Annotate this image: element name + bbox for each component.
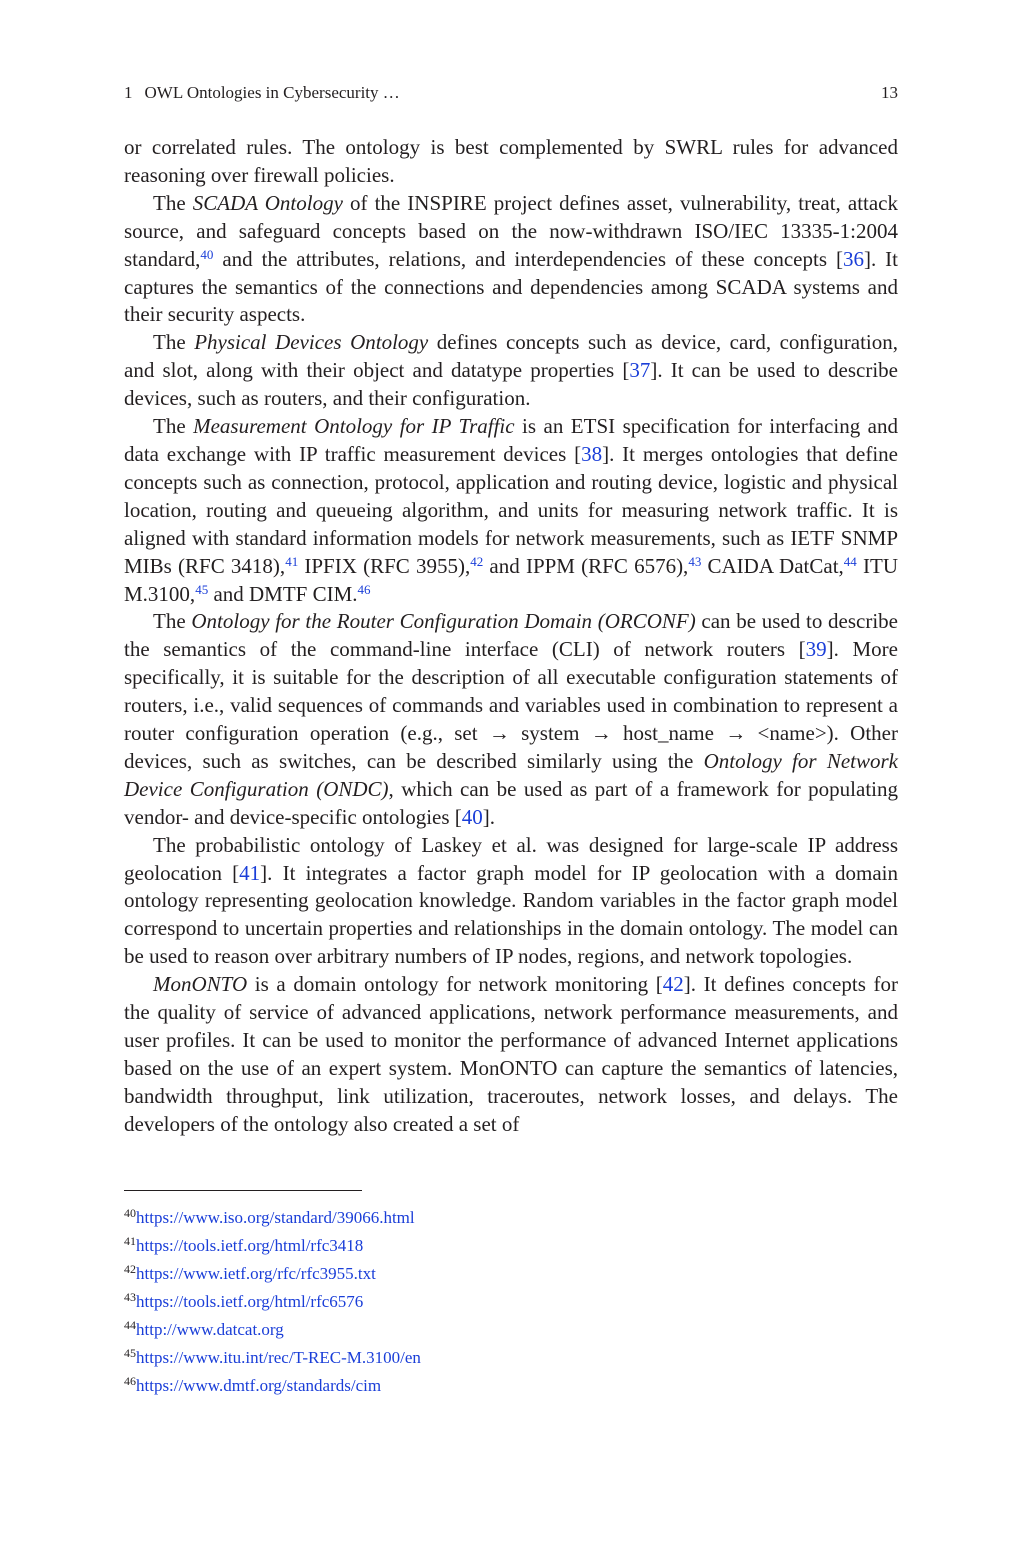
body-text [124,134,898,1139]
footnote [124,1288,898,1316]
italic-term: MonONTO [153,972,248,997]
footnote-divider [124,1190,362,1191]
chapter-number: 1 [124,83,133,102]
citation-link[interactable]: 37 [629,358,651,383]
footnote-ref[interactable]: 44 [843,553,857,569]
text-run: IPFIX (RFC 3955), [298,553,471,578]
footnote-url-link[interactable]: https://www.ietf.org/rfc/rfc3955.txt [136,1264,376,1283]
footnote [124,1260,898,1288]
citation-link[interactable]: 39 [805,637,827,662]
footnote [124,1204,898,1232]
page-number: 13 [881,83,898,102]
footnote [124,1344,898,1372]
paragraph [124,134,898,190]
footnote-number: 46 [124,1374,136,1388]
text-run: of the INSPIRE project defines asset, vulnerability, treat, attack source, and safeguard concepts based on the now-withdrawn ISO/IEC 13335-1:2004 standard, [124,190,898,271]
text-run: ]. [482,804,496,829]
text-run: can be used to describe the semantics of the command-line interface (CLI) of network routers [ [124,609,898,662]
paragraph [124,608,898,831]
italic-term: Physical Devices Ontology [194,330,429,355]
footnotes [124,1204,898,1400]
paragraph [124,832,898,972]
citation-link[interactable]: 36 [842,246,864,271]
footnote-number: 43 [124,1290,136,1304]
text-run: ]. It defines concepts for the quality of service of advanced applications, network performance measurements, and user profiles. It can be used to monitor the performance of advanced Internet applications based on the use of an expert system. MonONTO can capture the semantics of latencies, bandwidth throughput, link utilization, traceroutes, network losses, and delays. The developers of the ontology also created a set of [124,972,898,1136]
footnote-ref[interactable]: 40 [200,246,214,262]
chapter-title: OWL Ontologies in Cybersecurity … [144,83,400,102]
citation-link[interactable]: 38 [581,441,603,466]
citation-link[interactable]: 42 [662,972,684,997]
footnote [124,1232,898,1260]
text-run: ]. It can be used to describe devices, such as routers, and their configuration. [124,358,898,411]
text-run: , which can be used as part of a framework for populating vendor- and device-specific ontologies [ [124,776,898,829]
italic-term: Ontology for the Router Configuration Domain (ORCONF) [191,609,696,634]
footnote-url-link[interactable]: https://www.dmtf.org/standards/cim [136,1376,382,1395]
text-run: is a domain ontology for network monitoring [ [247,972,663,997]
text-run: CAIDA DatCat, [701,553,844,578]
footnote-number: 42 [124,1262,136,1276]
text-run: ]. It captures the semantics of the connections and dependencies among SCADA systems and their security aspects. [124,246,898,327]
citation-link[interactable]: 40 [461,804,483,829]
chapter-header [124,81,400,105]
footnote-url-link[interactable]: https://tools.ietf.org/html/rfc3418 [136,1236,364,1255]
text-run: or correlated rules. The ontology is best complemented by SWRL rules for advanced reasoning over firewall policies. [124,135,898,187]
footnote [124,1316,898,1344]
footnote-url-link[interactable]: https://www.itu.int/rec/T-REC-M.3100/en [136,1348,421,1367]
text-run: and DMTF CIM. [208,581,358,606]
footnote-ref[interactable]: 43 [688,553,702,569]
footnote-ref[interactable]: 42 [470,553,484,569]
text-run: ]. It integrates a factor graph model for IP geolocation with a domain ontology representing geolocation knowledge. Random variables in the factor graph model correspond to uncertain properties and relationships in the domain ontology. The model can be used to reason over arbitrary numbers of IP nodes, regions, and network topologies. [124,860,898,969]
citation-link[interactable]: 41 [239,860,261,885]
footnote-url-link[interactable]: https://tools.ietf.org/html/rfc6576 [136,1292,364,1311]
italic-term: Ontology for Network Device Configuration (ONDC) [124,748,898,801]
text-run: and the attributes, relations, and interdependencies of these concepts [ [213,246,843,271]
text-run: ]. More specifically, it is suitable for the description of all executable configuration statements of routers, i.e., valid sequences of commands and variables used in combination to represent a router configuration operation (e.g., set → system → host_name → <name>). Other devices, such as switches, can be described similarly using the [124,637,898,773]
text-run: ITU M.3100, [124,553,898,606]
italic-term: SCADA Ontology [192,190,343,215]
footnote-number: 41 [124,1234,136,1248]
text-run: is an ETSI specification for interfacing and data exchange with IP traffic measurement devices [ [124,414,898,466]
text-run: The [153,330,195,355]
footnote-number: 45 [124,1346,136,1360]
text-run: The [153,609,192,634]
paragraph [124,190,898,330]
footnote-ref[interactable]: 41 [285,553,299,569]
footnote-number: 44 [124,1318,136,1332]
footnote-ref[interactable]: 45 [195,581,209,597]
text-run: The [153,190,193,215]
footnote-number: 40 [124,1206,136,1220]
footnote-ref[interactable]: 46 [357,581,371,597]
paragraph [124,413,898,608]
paragraph [124,971,898,1138]
footnote [124,1372,898,1400]
footnote-url-link[interactable]: http://www.datcat.org [136,1320,284,1339]
text-run: ]. It merges ontologies that define concepts such as connection, protocol, application and routing device, logistic and physical location, routing and queueing algorithm, and units for measuring network traffic. It is aligned with standard information models for network measurements, such as IETF SNMP MIBs (RFC 3418), [124,441,899,578]
text-run: and IPPM (RFC 6576), [483,553,689,578]
text-run: defines concepts such as device, card, configuration, and slot, along with their object and datatype properties [ [124,330,898,383]
italic-term: Measurement Ontology for IP Traffic [193,414,515,439]
text-run: The [153,414,194,439]
text-run: The probabilistic ontology of Laskey et al. was designed for large-scale IP address geolocation [ [124,832,898,885]
footnote-url-link[interactable]: https://www.iso.org/standard/39066.html [136,1208,415,1227]
running-head [124,81,898,105]
paragraph [124,329,898,413]
